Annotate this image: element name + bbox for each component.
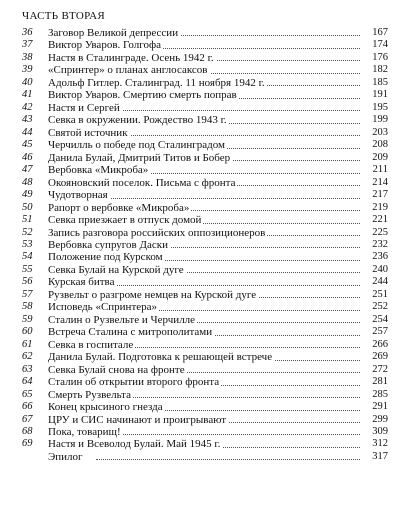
toc-entry[interactable] [0, 89, 410, 101]
chapter-number: 55 [22, 263, 33, 275]
chapter-title-wrapper [48, 389, 360, 401]
page-number: 269 [372, 351, 388, 363]
toc-entry[interactable] [0, 189, 410, 201]
page-number: 317 [372, 450, 388, 462]
chapter-title: Окояновский поселок. Письма с фронта [48, 176, 236, 189]
chapter-number: 58 [22, 301, 33, 313]
chapter-title: Севка Булай на Курской дуге [48, 263, 184, 276]
page-number: 221 [372, 214, 388, 226]
chapter-number: 47 [22, 164, 33, 176]
chapter-title-wrapper [48, 202, 360, 214]
toc-entry[interactable] [0, 102, 410, 114]
chapter-number: 38 [22, 51, 33, 63]
page-number: 167 [372, 27, 388, 38]
chapter-title-wrapper [48, 376, 360, 388]
chapter-title-wrapper [48, 64, 360, 76]
page-number: 182 [372, 64, 388, 76]
chapter-title: Святой источник [48, 126, 128, 139]
chapter-number: 39 [22, 64, 33, 76]
chapter-title: Запись разговора российских оппозиционеров [48, 226, 266, 239]
page-number: 291 [372, 401, 388, 413]
chapter-title: Вербовка «Микроба» [48, 164, 149, 177]
page-number: 299 [372, 413, 388, 425]
toc-entry[interactable] [0, 264, 410, 276]
page-number: 195 [372, 101, 388, 113]
toc-entry[interactable] [0, 438, 410, 450]
chapter-title: Настя и Сергей [48, 101, 120, 114]
part-title: ЧАСТЬ ВТОРАЯ [22, 10, 105, 22]
chapter-title: Севка Булай снова на фронте [48, 363, 185, 376]
page-number: 252 [372, 301, 388, 313]
page-number: 219 [372, 201, 388, 213]
toc-entry[interactable] [0, 27, 410, 39]
toc-entry[interactable] [0, 326, 410, 338]
chapter-title-wrapper [48, 164, 360, 176]
page-number: 312 [372, 438, 388, 450]
chapter-number: 68 [22, 426, 33, 437]
chapter-title: «Спринтер» о планах англосаксов [48, 64, 208, 77]
chapter-title-wrapper [48, 227, 360, 239]
chapter-number: 63 [22, 363, 33, 375]
toc-entry[interactable] [0, 52, 410, 64]
toc-entry[interactable] [0, 289, 410, 301]
chapter-number: 66 [22, 401, 33, 413]
chapter-title-wrapper [48, 326, 360, 338]
toc-entry[interactable] [0, 39, 410, 51]
page-number: 199 [372, 114, 388, 126]
chapter-title-wrapper [48, 364, 360, 376]
chapter-number: 69 [22, 438, 33, 450]
chapter-number: 54 [22, 251, 33, 263]
chapter-title: Севка в окружении. Рождество 1943 г. [48, 114, 227, 127]
chapter-title: Сталин о Рузвельте и Черчилле [48, 313, 196, 326]
chapter-number: 43 [22, 114, 33, 126]
toc-entry[interactable] [0, 339, 410, 351]
dot-leader [96, 198, 360, 199]
chapter-number: 48 [22, 176, 33, 188]
chapter-number: 65 [22, 388, 33, 400]
chapter-title: Заговор Великой депрессии [48, 27, 179, 39]
toc-entry[interactable] [0, 202, 410, 214]
toc-entry[interactable] [0, 276, 410, 288]
chapter-title-wrapper [48, 401, 360, 413]
chapter-number: 42 [22, 101, 33, 113]
toc-entry[interactable] [0, 251, 410, 263]
chapter-title-wrapper [48, 177, 360, 189]
chapter-number: 49 [22, 189, 33, 201]
chapter-number: 44 [22, 126, 33, 138]
chapter-title-wrapper [48, 451, 360, 463]
toc-entry[interactable] [0, 77, 410, 89]
chapter-title: Севка приезжает в отпуск домой [48, 214, 202, 227]
chapter-number: 52 [22, 226, 33, 238]
toc-entry[interactable] [0, 451, 410, 463]
chapter-title: Черчилль о победе под Сталинградом [48, 139, 226, 152]
chapter-title: Пока, товарищ! [48, 426, 121, 438]
chapter-title-wrapper [48, 339, 360, 351]
toc-entry[interactable] [0, 364, 410, 376]
chapter-title: Исповедь «Спринтера» [48, 301, 158, 314]
chapter-title: Виктор Уваров. Смертию смерть поправ [48, 89, 237, 102]
toc-entry[interactable] [0, 426, 410, 438]
chapter-number: 59 [22, 313, 33, 325]
toc-entry[interactable] [0, 114, 410, 126]
chapter-number: 36 [22, 27, 33, 38]
chapter-number: 45 [22, 139, 33, 151]
toc-entry[interactable] [0, 152, 410, 164]
chapter-title-wrapper [48, 289, 360, 301]
page-number: 214 [372, 176, 388, 188]
chapter-title: Сталин об открытии второго фронта [48, 376, 220, 389]
toc-entry[interactable] [0, 314, 410, 326]
chapter-title-wrapper [48, 189, 360, 201]
toc-entry[interactable] [0, 239, 410, 251]
chapter-title-wrapper [48, 264, 360, 276]
chapter-number: 60 [22, 326, 33, 338]
toc-entry[interactable] [0, 401, 410, 413]
page-number: 244 [372, 276, 388, 288]
dot-leader [96, 347, 360, 348]
chapter-title: Рузвельт о разгроме немцев на Курской дуге [48, 288, 257, 301]
dot-leader [96, 110, 360, 111]
page-number: 208 [372, 139, 388, 151]
page-number: 272 [372, 363, 388, 375]
chapter-number: 51 [22, 214, 33, 226]
chapter-number: 61 [22, 338, 33, 350]
chapter-title: Эпилог [48, 450, 83, 463]
chapter-title-wrapper [48, 89, 360, 101]
chapter-title-wrapper [48, 52, 360, 64]
page-number: 257 [372, 326, 388, 338]
chapter-number: 41 [22, 89, 33, 101]
chapter-title: Адольф Гитлер. Сталинград. 11 ноября 1942 г. [48, 76, 265, 89]
dot-leader [96, 135, 360, 136]
chapter-title: Рапорт о вербовке «Микроба» [48, 201, 190, 214]
chapter-title: Данила Булай. Подготовка к решающей встрече [48, 351, 273, 364]
chapter-title-wrapper [48, 114, 360, 126]
chapter-title: Смерть Рузвельта [48, 388, 131, 401]
page-number: 217 [372, 189, 388, 201]
chapter-title-wrapper [48, 102, 360, 114]
toc-entry[interactable] [0, 414, 410, 426]
chapter-title: Вербовка супругов Даски [48, 238, 168, 251]
chapter-title: Настя в Сталинграде. Осень 1942 г. [48, 51, 214, 64]
chapter-title-wrapper [48, 438, 360, 450]
chapter-title-wrapper [48, 39, 360, 51]
chapter-title-wrapper [48, 276, 360, 288]
chapter-title: Севка в госпитале [48, 338, 134, 351]
page-number: 281 [372, 376, 388, 388]
chapter-title: ЦРУ и СИС начинают и проигрывают [48, 413, 227, 426]
page-number: 309 [372, 426, 388, 437]
chapter-title: Встреча Сталина с митрополитами [48, 326, 213, 339]
chapter-number: 40 [22, 76, 33, 88]
page-number: 203 [372, 126, 388, 138]
chapter-title-wrapper [48, 139, 360, 151]
page-number: 211 [372, 164, 388, 176]
table-of-contents [0, 27, 410, 463]
page-number: 236 [372, 251, 388, 263]
dot-leader [96, 434, 360, 435]
chapter-title: Конец крысиного гнезда [48, 401, 163, 414]
chapter-number: 57 [22, 288, 33, 300]
chapter-number: 67 [22, 413, 33, 425]
chapter-title-wrapper [48, 77, 360, 89]
page-number: 209 [372, 151, 388, 163]
toc-entry[interactable] [0, 164, 410, 176]
chapter-title-wrapper [48, 426, 360, 438]
page-number: 285 [372, 388, 388, 400]
toc-entry[interactable] [0, 214, 410, 226]
toc-entry[interactable] [0, 139, 410, 151]
toc-entry[interactable] [0, 389, 410, 401]
chapter-title-wrapper [48, 301, 360, 313]
dot-leader [96, 397, 360, 398]
toc-entry[interactable] [0, 227, 410, 239]
dot-leader [96, 459, 360, 460]
chapter-title: Положение под Курском [48, 251, 163, 264]
page-number: 240 [372, 263, 388, 275]
chapter-title: Данила Булай, Дмитрий Титов и Бобер [48, 151, 231, 164]
toc-entry[interactable] [0, 351, 410, 363]
chapter-title: Чудотворная [48, 189, 108, 202]
chapter-title-wrapper [48, 239, 360, 251]
chapter-title: Курская битва [48, 276, 115, 289]
page-number: 254 [372, 313, 388, 325]
chapter-title-wrapper [48, 414, 360, 426]
chapter-title-wrapper [48, 152, 360, 164]
chapter-number: 56 [22, 276, 33, 288]
page-number: 185 [372, 76, 388, 88]
dot-leader [96, 285, 360, 286]
chapter-number: 46 [22, 151, 33, 163]
chapter-title-wrapper [48, 314, 360, 326]
chapter-title-wrapper [48, 127, 360, 139]
toc-entry[interactable] [0, 376, 410, 388]
chapter-title: Виктор Уваров. Голгофа [48, 39, 161, 52]
page-number: 266 [372, 338, 388, 350]
chapter-title: Настя и Всеволод Булай. Май 1945 г. [48, 438, 221, 451]
chapter-title-wrapper [48, 251, 360, 263]
chapter-number: 62 [22, 351, 33, 363]
page-number: 251 [372, 288, 388, 300]
page-number: 176 [372, 51, 388, 63]
toc-entry[interactable] [0, 64, 410, 76]
chapter-title-wrapper [48, 351, 360, 363]
chapter-number: 37 [22, 39, 33, 51]
page-number: 191 [372, 89, 388, 101]
chapter-number: 53 [22, 238, 33, 250]
chapter-title-wrapper [48, 214, 360, 226]
page-number: 225 [372, 226, 388, 238]
page-number: 232 [372, 238, 388, 250]
chapter-number: 50 [22, 201, 33, 213]
page-number: 174 [372, 39, 388, 51]
toc-entry[interactable] [0, 301, 410, 313]
toc-entry[interactable] [0, 127, 410, 139]
toc-entry[interactable] [0, 177, 410, 189]
chapter-number: 64 [22, 376, 33, 388]
chapter-title-wrapper [48, 27, 360, 39]
